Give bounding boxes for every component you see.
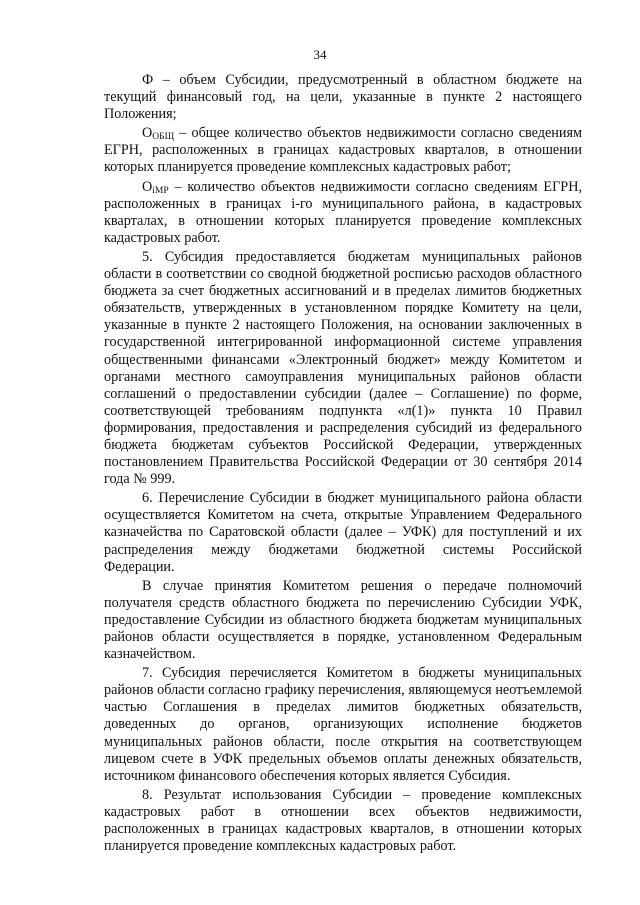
page-number: 34 xyxy=(313,47,327,62)
document-body xyxy=(104,72,582,857)
symbol-o: О xyxy=(142,125,153,142)
symbol-o: О xyxy=(142,178,153,195)
paragraph-5: 5. Субсидия предоставляется бюджетам муниципальных районов области в соответствии со сводной бюджетной росписью расходов областного бюджета за счет бюджетных ассигнований и в пределах лимитов бюджетных обязательств, утвержденных в установленном порядке Комитету на цели, указанные в пункте 2 настоящего Положения, на основании заключенных в государственной интегрированной информационной системе управления общественными финансами «Электронный бюджет» между Комитетом и органами местного самоуправления муниципальных районов области соглашений о предоставлении субсидии (далее – Соглашение) по форме, соответствующей требованиям подпункта «л(1)» пункта 10 Правил формирования, предоставления и распределения субсидий из федерального бюджета бюджетам субъектов Российской Федерации, утвержденных постановлением Правительства Российской Федерации от 30 сентября 2014 года № 999. xyxy=(104,248,582,488)
symbol-subscript: ОБЩ xyxy=(152,132,175,143)
paragraph-6: 6. Перечисление Субсидии в бюджет муниципального района области осуществляется Комитетом на счета, открытые Управлением Федерального казначейства по Саратовской области (далее – УФК) для поступлений и их распределения между бюджетами бюджетной системы Российской Федерации. xyxy=(104,490,582,575)
paragraph-6-continued: В случае принятия Комитетом решения о передаче полномочий получателя средств областного бюджета по перечислению Субсидии УФК, предоставление Субсидии из областного бюджета бюджетам муниципальных районов области осуществляется в порядке, установленном Федеральным казначейством. xyxy=(104,577,582,663)
paragraph-o-total-definition xyxy=(104,125,582,176)
definition-text: – общее количество объектов недвижимости согласно сведениям ЕГРН, расположенных в границах кадастровых кварталов, в отношении которых планируется проведение комплексных кадастровых работ; xyxy=(104,125,582,176)
definition-text: – количество объектов недвижимости согласно сведениям ЕГРН, расположенных в границах i-го муниципального района, в кадастровых кварталах, в отношении которых планируется проведение комплексных кадастровых работ. xyxy=(104,178,582,246)
symbol-subscript: iМР xyxy=(152,185,169,196)
paragraph-7: 7. Субсидия перечисляется Комитетом в бюджеты муниципальных районов области согласно графику перечисления, являющемуся неотъемлемой частью Соглашения в пределах лимитов бюджетных обязательств, доведенных до органов, организующих исполнение бюджетов муниципальных районов области, после открытия на соответствующем лицевом счете в УФК предельных объемов оплаты денежных обязательств, источником финансового обеспечения которых является Субсидия. xyxy=(104,665,582,784)
paragraph-o-imr-definition xyxy=(104,179,582,247)
paragraph-8: 8. Результат использования Субсидии – проведение комплексных кадастровых работ в отношении всех объектов недвижимости, расположенных в границах кадастровых кварталов, в отношении которых планируется проведение комплексных кадастровых работ. xyxy=(104,786,582,855)
paragraph-phi-definition: Ф – объем Субсидии, предусмотренный в областном бюджете на текущий финансовый год, на цели, указанные в пункте 2 настоящего Положения; xyxy=(104,72,582,123)
